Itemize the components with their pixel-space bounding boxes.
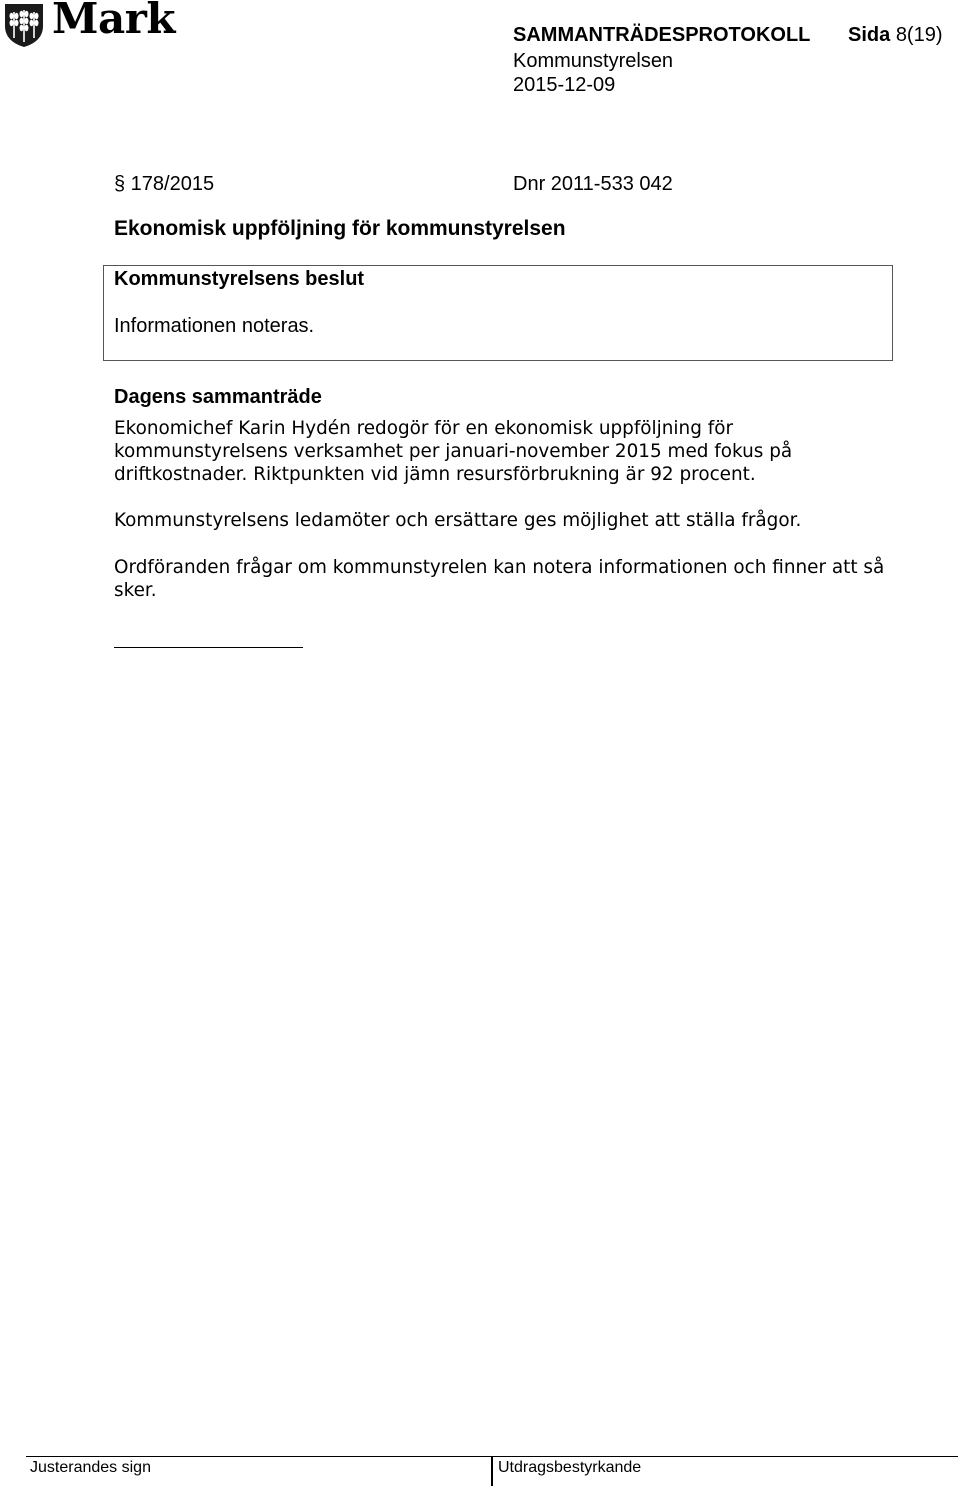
- meeting-paragraph: Kommunstyrelsens ledamöter och ersättare ges möjlighet att ställa frågor.: [114, 510, 802, 531]
- footer-utdragsbestyrkande: Utdragsbestyrkande: [498, 1459, 642, 1476]
- end-rule: [114, 647, 303, 648]
- logo-wordmark: Mark: [52, 0, 175, 43]
- case-number: § 178/2015: [114, 173, 215, 195]
- meeting-date: 2015-12-09: [513, 74, 616, 96]
- decision-text: Informationen noteras.: [114, 315, 315, 337]
- decision-heading: Kommunstyrelsens beslut: [114, 268, 365, 290]
- page-label: Sida: [848, 24, 891, 46]
- diary-number: Dnr 2011-533 042: [513, 173, 673, 195]
- page-indicator: [848, 24, 943, 47]
- footer-justerandes-sign: Justerandes sign: [30, 1459, 151, 1476]
- organ-name: Kommunstyrelsen: [513, 50, 674, 72]
- page-number: 8(19): [895, 24, 943, 46]
- document-type: SAMMANTRÄDESPROTOKOLL: [513, 24, 811, 46]
- meeting-paragraph: Ekonomichef Karin Hydén redogör för en ekonomisk uppföljning för kommunstyrelsens verksamhet per januari-november 2015 med fokus på driftkostnader. Riktpunkten vid jämn resursförbrukning är 92 procent.: [114, 418, 793, 485]
- meeting-paragraph: Ordföranden frågar om kommunstyrelen kan notera informationen och finner att så sker.: [114, 557, 885, 601]
- municipality-coat-of-arms-icon: [2, 2, 46, 48]
- meeting-heading: Dagens sammanträde: [114, 386, 322, 408]
- footer-divider: [491, 1456, 493, 1486]
- case-title: Ekonomisk uppföljning för kommunstyrelsen: [114, 217, 566, 240]
